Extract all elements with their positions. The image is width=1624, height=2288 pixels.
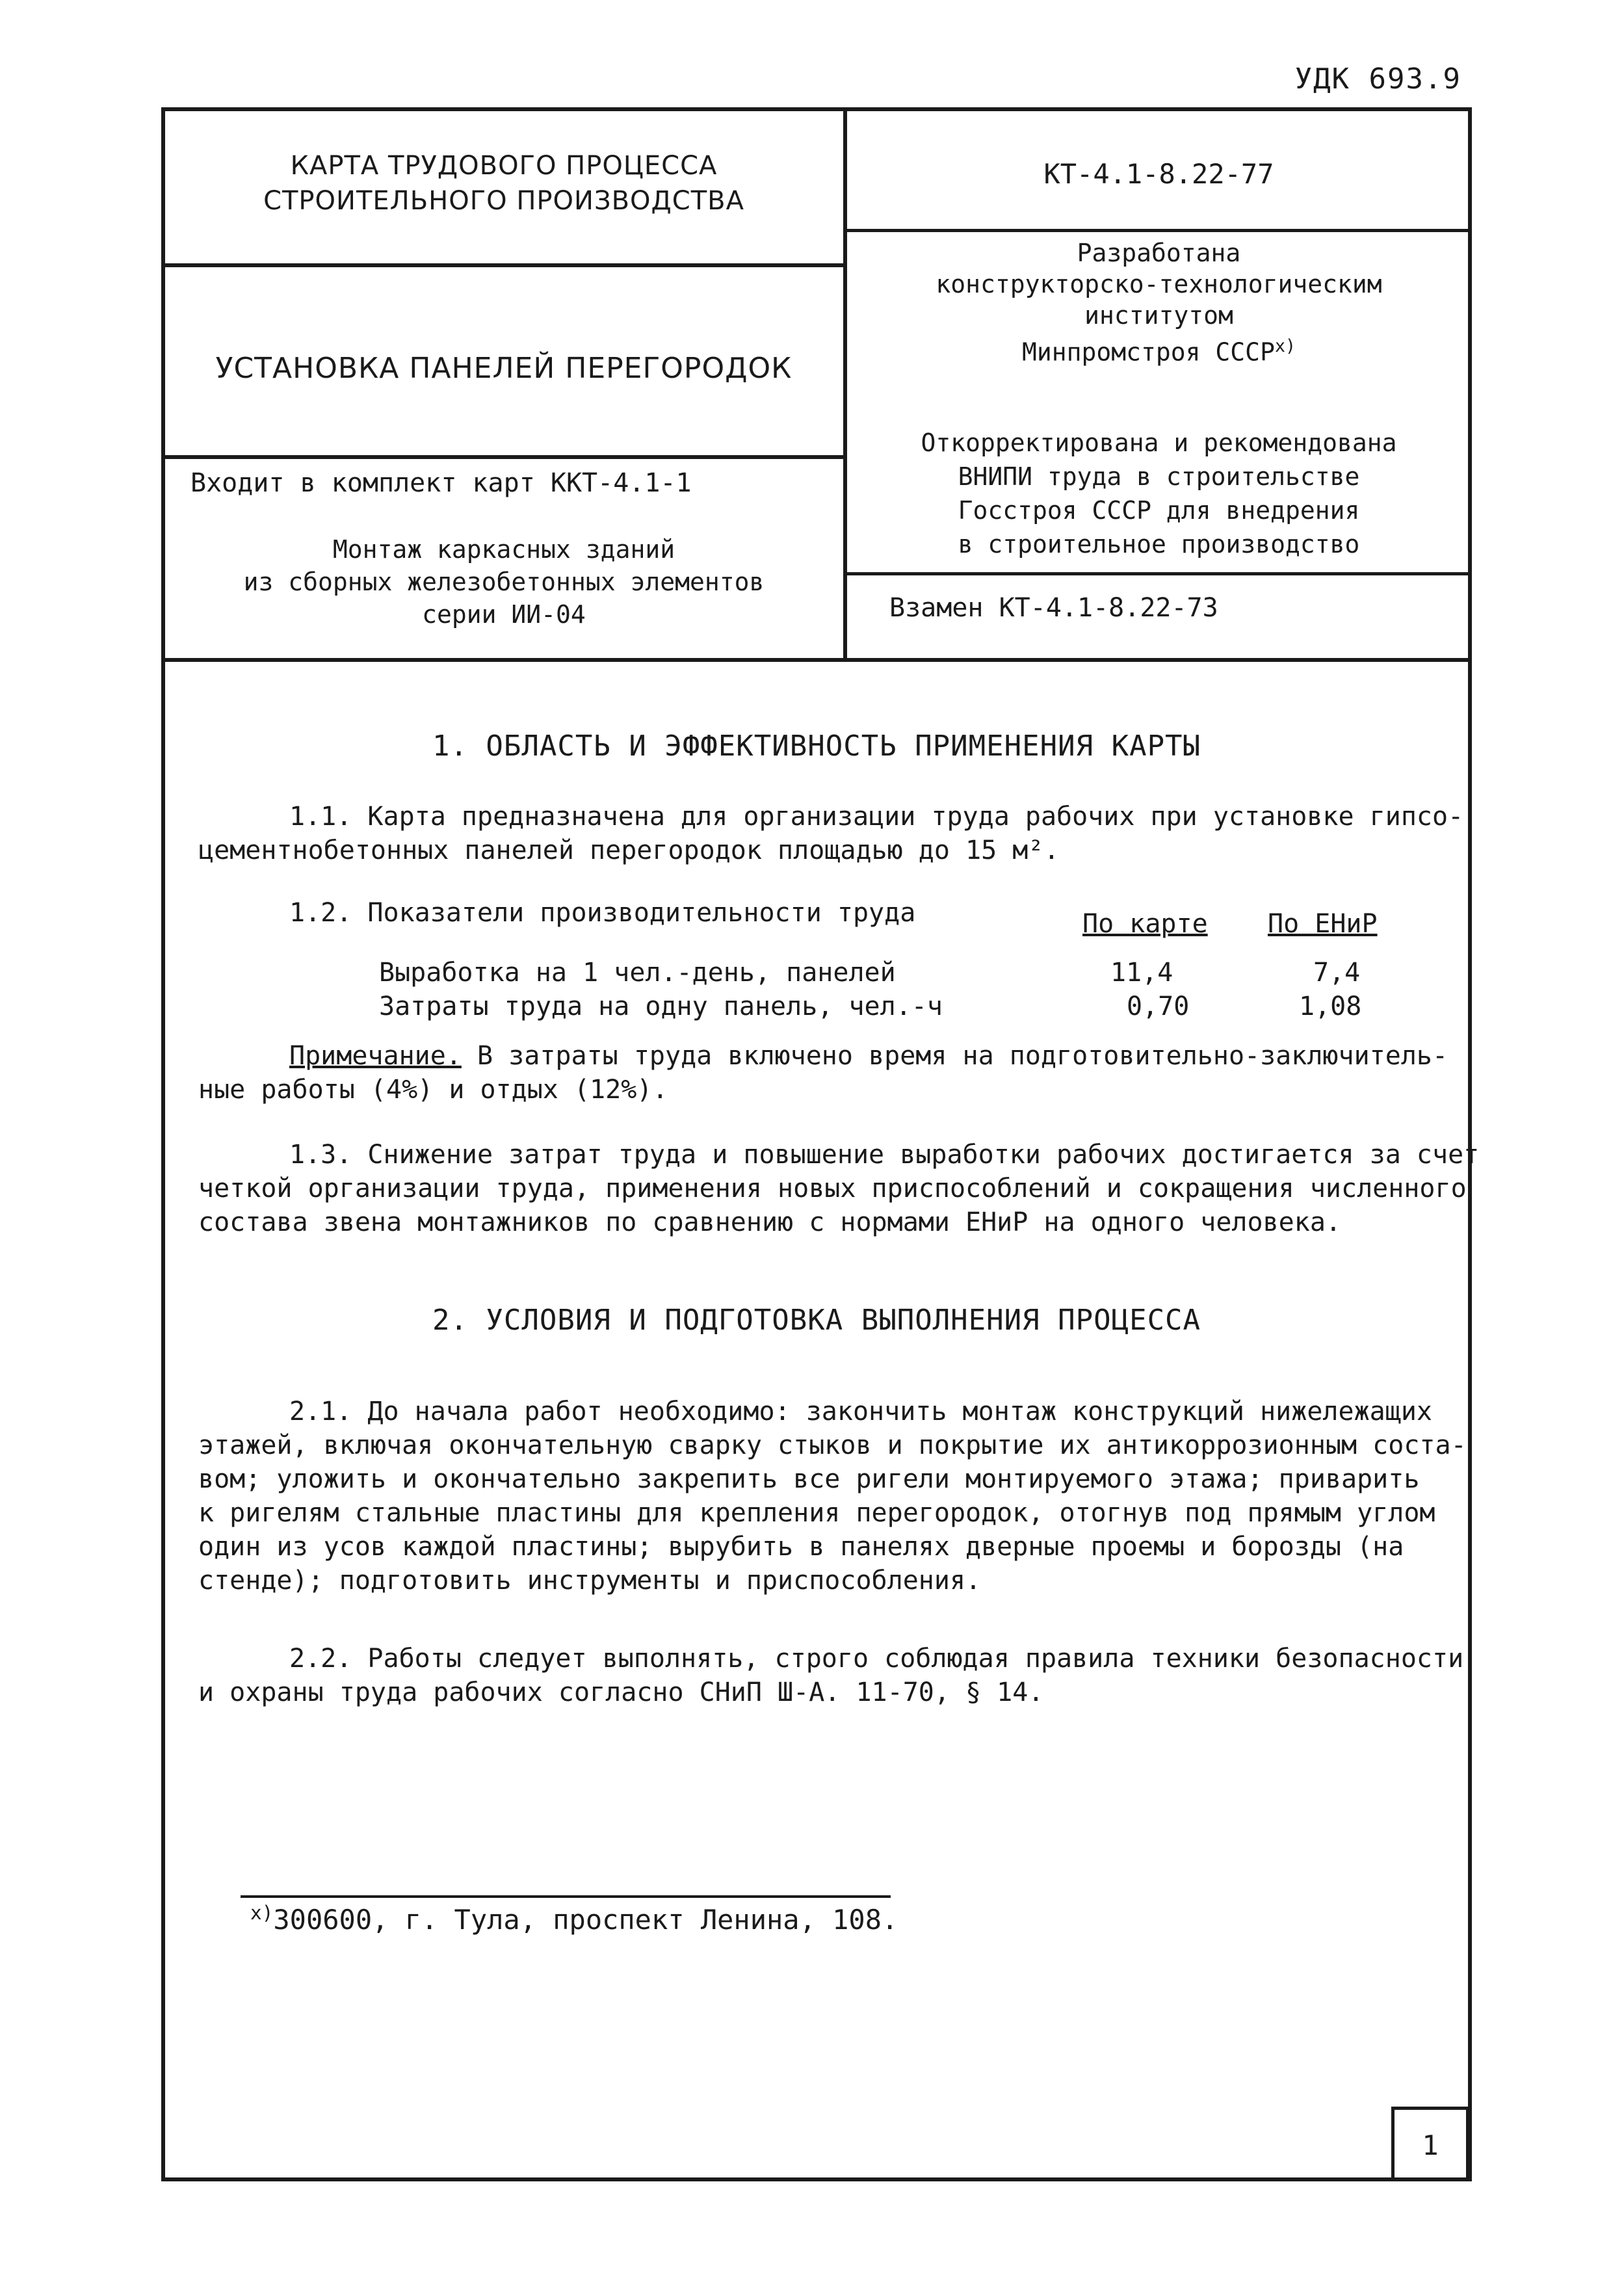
replaces-line: Взамен КТ-4.1-8.22-73	[889, 593, 1218, 623]
p1-1-line-2: цементнобетонных панелей перегородок площадью до 15 м².	[198, 835, 1060, 865]
developed-by-line-3: институтом	[1084, 301, 1233, 330]
developed-by	[848, 237, 1469, 368]
col-header-card: По карте	[1082, 909, 1208, 939]
corrected-line-4: в строительное производство	[958, 530, 1360, 559]
corrected-line-1: Откорректирована и рекомендована	[921, 428, 1397, 457]
p2-1-line-1: 2.1. До начала работ необходимо: закончить монтаж конструкций нижележащих	[289, 1397, 1432, 1427]
p1-3-line-1: 1.3. Снижение затрат труда и повышение выработки рабочих достигается за счет	[289, 1140, 1480, 1170]
p1-3-line-3: состава звена монтажников по сравнению с нормами ЕНиР на одного человека.	[198, 1207, 1341, 1237]
p1-3-line-2: четкой организации труда, применения новых приспособлений и сокращения численного	[198, 1174, 1467, 1203]
paragraph-1-1	[198, 800, 1464, 867]
row-value-card: 11,4	[1110, 958, 1173, 988]
card-type-line-2: СТРОИТЕЛЬНОГО ПРОИЗВОДСТВА	[263, 186, 744, 216]
developed-by-line-2: конструкторско-технологическим	[936, 270, 1382, 298]
developed-by-line-1: Разработана	[1077, 239, 1241, 267]
row-label: Выработка на 1 чел.-день, панелей	[379, 958, 896, 988]
footnote-text: 300600, г. Тула, проспект Ленина, 108.	[273, 1904, 898, 1936]
paragraph-2-1	[198, 1395, 1467, 1598]
footnote-mark: x)	[250, 1902, 274, 1924]
p1-1-line-1: 1.1. Карта предназначена для организации труда рабочих при установке гипсо-	[289, 802, 1464, 832]
note-line-2: ные работы (4%) и отдых (12%).	[198, 1075, 668, 1105]
header-bottom-rule	[161, 658, 1472, 662]
page-number: 1	[1391, 2107, 1469, 2181]
footnote-rule	[241, 1895, 891, 1898]
p1-2-title: 1.2. Показатели производительности труда	[289, 898, 916, 928]
developed-by-line-4: Минпромстроя СССР	[1022, 337, 1275, 367]
corrected-line-2: ВНИПИ труда в строительстве	[958, 462, 1360, 491]
developed-by-footnote-mark: x)	[1274, 336, 1296, 356]
p2-1-line-5: один из усов каждой пластины; вырубить в панелях дверные проемы и борозды (на	[198, 1532, 1404, 1562]
corrected-by	[848, 426, 1469, 561]
p2-2-line-2: и охраны труда рабочих согласно СНиП Ш-А. 11-70, § 14.	[198, 1677, 1044, 1707]
row-value-enir: 1,08	[1299, 992, 1362, 1021]
card-type	[169, 148, 839, 218]
table-row	[379, 990, 943, 1023]
note-label: Примечание.	[289, 1041, 462, 1071]
p2-1-line-3: вом; уложить и окончательно закрепить все ригели монтируемого этажа; приварить	[198, 1464, 1420, 1494]
set-line: Входит в комплект карт ККТ-4.1-1	[190, 468, 692, 498]
footnote	[250, 1902, 898, 1936]
set-desc-line-1: Монтаж каркасных зданий	[332, 535, 675, 564]
paragraph-2-2	[198, 1642, 1464, 1709]
p2-1-line-2: этажей, включая окончательную сварку стыков и покрытие их антикоррозионным соста-	[198, 1430, 1467, 1460]
section-1-title: 1. ОБЛАСТЬ И ЭФФЕКТИВНОСТЬ ПРИМЕНЕНИЯ КАРТЫ	[432, 730, 1201, 763]
p2-1-line-6: стенде); подготовить инструменты и приспособления.	[198, 1566, 982, 1596]
p2-1-line-4: к ригелям стальные пластины для крепления перегородок, отогнув под прямым углом	[198, 1498, 1435, 1528]
header-divider-vertical	[843, 107, 847, 660]
header-rule-left-1	[161, 263, 845, 267]
note-line-1: В затраты труда включено время на подготовительно-заключитель-	[477, 1041, 1448, 1071]
header-rule-left-2	[161, 455, 845, 459]
note	[198, 1039, 1456, 1107]
set-description	[169, 533, 839, 631]
set-desc-line-3: серии ИИ-04	[422, 600, 586, 629]
header-rule-right-2	[845, 572, 1472, 575]
p2-2-line-1: 2.2. Работы следует выполнять, строго соблюдая правила техники безопасности	[289, 1644, 1464, 1674]
card-code: КТ-4.1-8.22-77	[1043, 158, 1274, 190]
row-label: Затраты труда на одну панель, чел.-ч	[379, 992, 943, 1021]
row-value-enir: 7,4	[1313, 958, 1361, 988]
card-type-line-1: КАРТА ТРУДОВОГО ПРОЦЕССА	[290, 151, 718, 181]
table-row	[379, 956, 896, 990]
col-header-enir: По ЕНиР	[1268, 909, 1378, 939]
set-desc-line-2: из сборных железобетонных элементов	[243, 568, 765, 596]
card-title: УСТАНОВКА ПАНЕЛЕЙ ПЕРЕГОРОДОК	[215, 352, 792, 385]
paragraph-1-3	[198, 1138, 1480, 1239]
section-2-title: 2. УСЛОВИЯ И ПОДГОТОВКА ВЫПОЛНЕНИЯ ПРОЦЕССА	[432, 1304, 1201, 1337]
header-rule-right-1	[845, 229, 1472, 232]
corrected-line-3: Госстроя СССР для внедрения	[958, 496, 1360, 525]
udc-code: УДК 693.9	[1294, 62, 1461, 96]
row-value-card: 0,70	[1127, 992, 1190, 1021]
